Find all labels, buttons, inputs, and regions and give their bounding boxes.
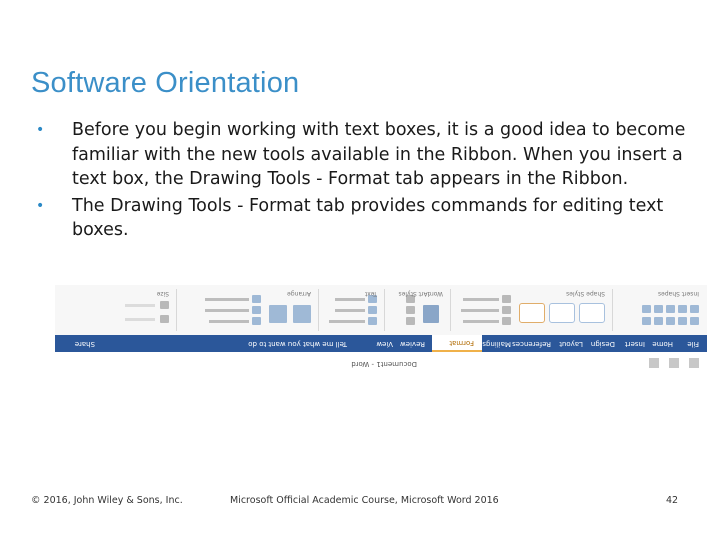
text-direction-icon [368,317,377,325]
bullet-text: Before you begin working with text boxes, it is a good idea to become familiar with the new tools available in the Ribbon. When you insert a text box, the Drawing Tools - Format tab appears in the Ribbon. [72,120,686,189]
group-label: Insert Shapes [657,290,699,297]
share-button: Share [74,340,95,348]
text-fill-icon [406,317,415,325]
width-icon [160,301,169,309]
bullet-marker: • [36,197,45,214]
create-link-label [335,298,365,301]
shape-icon [642,305,651,313]
bring-forward-label [209,320,249,323]
group-wordart-styles [384,289,449,331]
tell-me-box: Tell me what you want to do [248,340,347,348]
bullet-list [34,118,694,245]
tab-layout: Layout [559,340,583,348]
tab-format-label: Format [449,339,474,347]
shape-icon [654,317,663,325]
height-icon [160,315,169,323]
send-backward-icon [252,306,261,314]
shape-icon [678,317,687,325]
slide-title: Software Orientation [31,67,300,99]
group-label: WordArt Styles [398,290,443,297]
ribbon-screenshot [55,285,707,372]
bring-forward-icon [252,317,261,325]
group-text [318,289,383,331]
width-field [125,304,155,307]
tab-format-active [432,335,482,352]
align-text-label [335,309,365,312]
bullet-text: The Drawing Tools - Format tab provides commands for editing text boxes. [72,195,664,240]
height-field [125,318,155,321]
footer-copyright: © 2016, John Wiley & Sons, Inc. [31,495,183,506]
tab-design: Design [590,340,615,348]
redo-icon [649,358,659,368]
undo-icon [669,358,679,368]
wrap-text-icon [269,305,287,323]
shape-icon [690,305,699,313]
ribbon-tab-bar [55,335,707,352]
tab-review: Review [400,340,425,348]
selection-pane-icon [252,295,261,303]
shape-fill-icon [502,317,511,325]
page-number: 42 [666,495,679,506]
tab-view: View [376,340,393,348]
shape-outline-label [461,309,499,312]
shape-icon [654,305,663,313]
shape-icon [642,317,651,325]
bullet-item [34,194,694,243]
shape-fill-label [463,320,499,323]
group-label: Text [364,290,377,297]
save-icon [689,358,699,368]
shape-effects-icon [502,295,511,303]
wordart-icon [423,305,439,323]
tab-home: Home [652,340,673,348]
style-swatch [579,303,605,323]
quick-access-toolbar [55,351,707,372]
style-swatch [549,303,575,323]
group-label: Size [156,290,169,297]
shape-icon [666,305,675,313]
group-label: Shape Styles [566,290,605,297]
footer-course: Microsoft Official Academic Course, Microsoft Word 2016 [230,495,499,506]
shape-icon [690,317,699,325]
group-arrange [176,289,317,331]
bullet-item [34,118,694,192]
style-swatch [519,303,545,323]
text-direction-label [329,320,365,323]
group-size [95,289,175,331]
bullet-marker: • [36,122,45,138]
selection-pane-label [205,298,249,301]
tab-mailings: Mailings [482,340,511,348]
shape-outline-icon [502,306,511,314]
group-label: Arrange [287,290,311,297]
shape-icon [666,317,675,325]
send-backward-label [205,309,249,312]
position-icon [293,305,311,323]
text-outline-icon [406,306,415,314]
tab-file: File [687,340,699,348]
window-title: Document1 - Word [351,360,417,368]
tab-references: References [512,340,551,348]
group-shape-styles [450,289,611,331]
shape-icon [678,305,687,313]
ribbon-body [55,285,707,335]
tab-insert: Insert [624,340,645,348]
group-insert-shapes [612,289,705,331]
shape-effects-label [463,298,499,301]
align-text-icon [368,306,377,314]
